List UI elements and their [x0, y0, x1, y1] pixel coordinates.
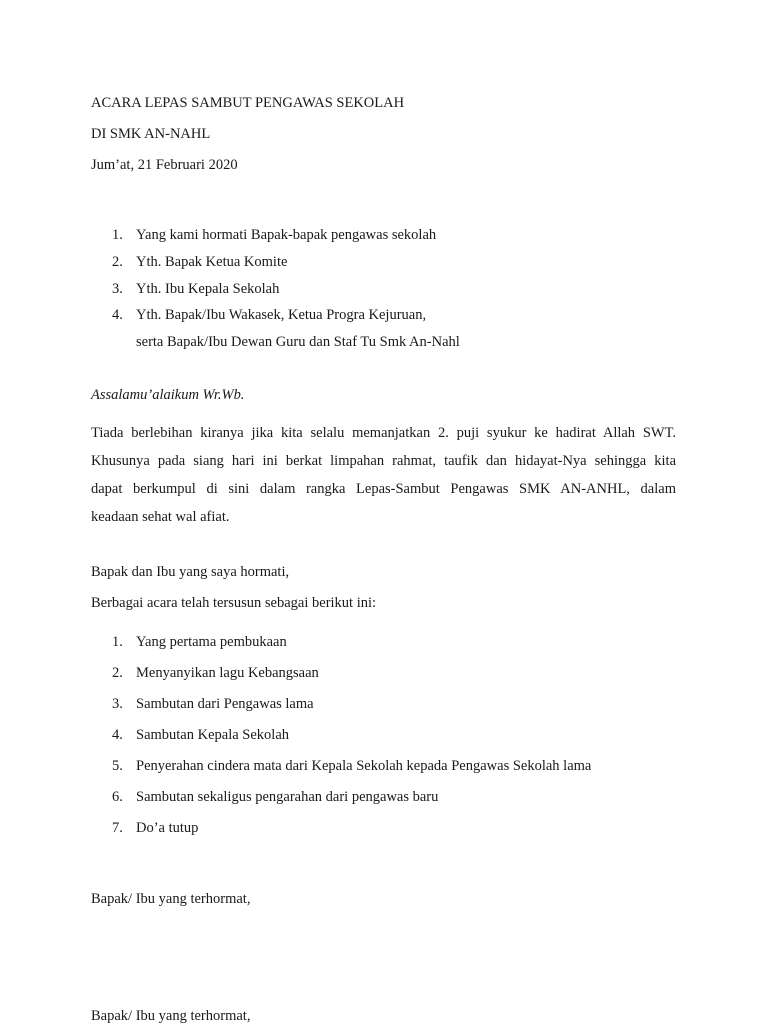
document-title-line2: DI SMK AN-NAHL [91, 126, 211, 142]
agenda-text: Penyerahan cindera mata dari Kepala Sekolah kepada Pengawas Sekolah lama [136, 758, 592, 774]
salutation-item [112, 306, 426, 324]
agenda-text: Yang pertama pembukaan [136, 634, 287, 650]
address-closing: Bapak/ Ibu yang terhormat, [91, 891, 251, 907]
agenda-item [112, 695, 314, 713]
agenda-item [112, 757, 591, 775]
document-date: Jum’at, 21 Februari 2020 [91, 157, 238, 173]
agenda-text: Menyanyikan lagu Kebangsaan [136, 665, 319, 681]
salutation-item [112, 280, 279, 298]
paragraph-line: keadaan sehat wal afiat. [91, 509, 230, 525]
agenda-item [112, 633, 287, 651]
salutation-item [112, 253, 287, 271]
agenda-number: 2. [112, 665, 123, 681]
salutation-text: Yang kami hormati Bapak-bapak pengawas sekolah [136, 227, 437, 243]
document-title-line1: ACARA LEPAS SAMBUT PENGAWAS SEKOLAH [91, 95, 405, 111]
salutation-number: 1. [112, 227, 123, 243]
intro-paragraph [91, 419, 676, 531]
salutation-continuation: serta Bapak/Ibu Dewan Guru dan Staf Tu Smk An-Nahl [136, 334, 460, 350]
salutation-text: Yth. Bapak Ketua Komite [136, 254, 288, 270]
paragraph-line: Tiada berlebihan kiranya jika kita selalu memanjatkan 2. puji syukur ke hadirat Allah SWT. [91, 425, 676, 441]
agenda-item [112, 788, 438, 806]
agenda-text: Sambutan dari Pengawas lama [136, 696, 314, 712]
agenda-number: 7. [112, 820, 123, 836]
agenda-intro: Berbagai acara telah tersusun sebagai berikut ini: [91, 595, 377, 611]
agenda-number: 6. [112, 789, 123, 805]
paragraph-line: dapat berkumpul di sini dalam rangka Lepas-Sambut Pengawas SMK AN-ANHL, dalam [91, 481, 676, 497]
salutation-text: Yth. Ibu Kepala Sekolah [136, 281, 280, 297]
agenda-number: 5. [112, 758, 123, 774]
address-closing: Bapak/ Ibu yang terhormat, [91, 1008, 251, 1024]
paragraph-line: Khusunya pada siang hari ini berkat limpahan rahmat, taufik dan hidayat-Nya sehingga kita [91, 453, 676, 469]
agenda-number: 3. [112, 696, 123, 712]
agenda-text: Do’a tutup [136, 820, 199, 836]
agenda-item [112, 819, 198, 837]
agenda-number: 1. [112, 634, 123, 650]
greeting: Assalamu’alaikum Wr.Wb. [91, 387, 245, 403]
agenda-text: Sambutan sekaligus pengarahan dari pengawas baru [136, 789, 439, 805]
agenda-item [112, 664, 319, 682]
agenda-number: 4. [112, 727, 123, 743]
salutation-text: Yth. Bapak/Ibu Wakasek, Ketua Progra Kejuruan, [136, 307, 427, 323]
agenda-text: Sambutan Kepala Sekolah [136, 727, 290, 743]
salutation-number: 3. [112, 281, 123, 297]
salutation-number: 2. [112, 254, 123, 270]
address-greeting: Bapak dan Ibu yang saya hormati, [91, 564, 290, 580]
agenda-item [112, 726, 289, 744]
salutation-item [112, 226, 436, 244]
salutation-number: 4. [112, 307, 123, 323]
